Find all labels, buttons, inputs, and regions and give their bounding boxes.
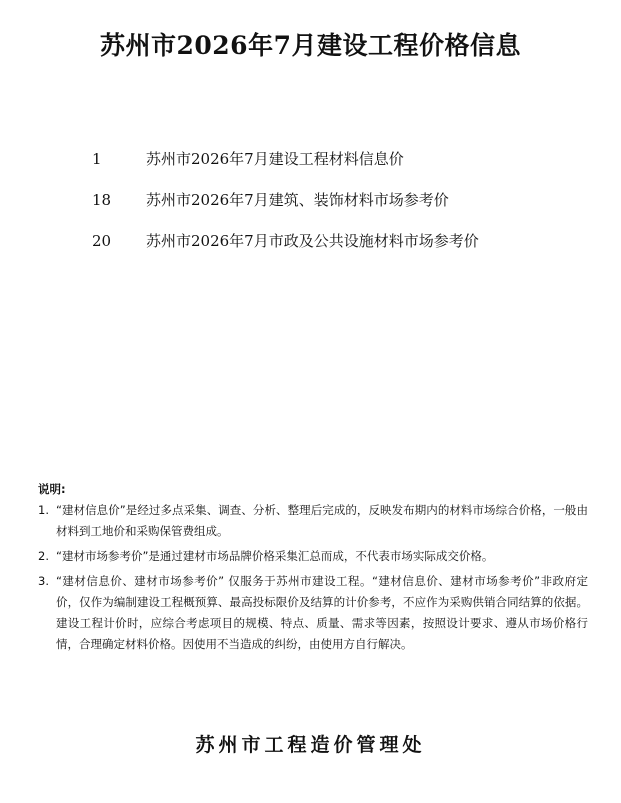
toc-entry[interactable] bbox=[92, 230, 592, 251]
toc-entry[interactable] bbox=[92, 148, 592, 169]
toc-page-number: 18 bbox=[92, 190, 112, 209]
note-item bbox=[38, 546, 588, 567]
note-text: “建材信息价、建材市场参考价” 仅服务于苏州市建设工程。“建材信息价、建材市场参考价”非政府定价，仅作为编制建设工程概预算、最高投标限价及结算的计价参考，不应作为采购供销合同结算的依据。建设工程计价时，应综合考虑项目的规模、特点、质量、需求等因素，按照设计要求、遵从市场价格行情，合理确定材料价格。因使用不当造成的纠纷，由使用方自行解决。 bbox=[56, 574, 588, 651]
note-number: 2. bbox=[38, 549, 49, 563]
toc-entry-title: 苏州市2026年7月建筑、装饰材料市场参考价 bbox=[146, 191, 449, 209]
notes-heading: 说明: bbox=[38, 482, 66, 496]
notes-section bbox=[38, 479, 588, 659]
page-title: 苏州市2026年7月建设工程价格信息 bbox=[100, 31, 521, 60]
toc-entry[interactable] bbox=[92, 189, 592, 210]
note-text: “建材信息价”是经过多点采集、调查、分析、整理后完成的，反映发布期内的材料市场综合价格，一般由材料到工地价和采购保管费组成。 bbox=[56, 503, 588, 538]
note-number: 1. bbox=[38, 503, 49, 517]
note-item bbox=[38, 571, 588, 655]
issuer-name: 苏州市工程造价管理处 bbox=[195, 734, 426, 756]
note-text: “建材市场参考价”是通过建材市场品牌价格采集汇总而成，不代表市场实际成交价格。 bbox=[56, 549, 494, 563]
table-of-contents bbox=[92, 148, 592, 271]
toc-entry-title: 苏州市2026年7月市政及公共设施材料市场参考价 bbox=[146, 232, 479, 250]
toc-page-number: 20 bbox=[92, 231, 112, 250]
note-number: 3. bbox=[38, 574, 49, 588]
toc-page-number: 1 bbox=[92, 149, 102, 168]
toc-entry-title: 苏州市2026年7月建设工程材料信息价 bbox=[146, 150, 404, 168]
note-item bbox=[38, 500, 588, 542]
